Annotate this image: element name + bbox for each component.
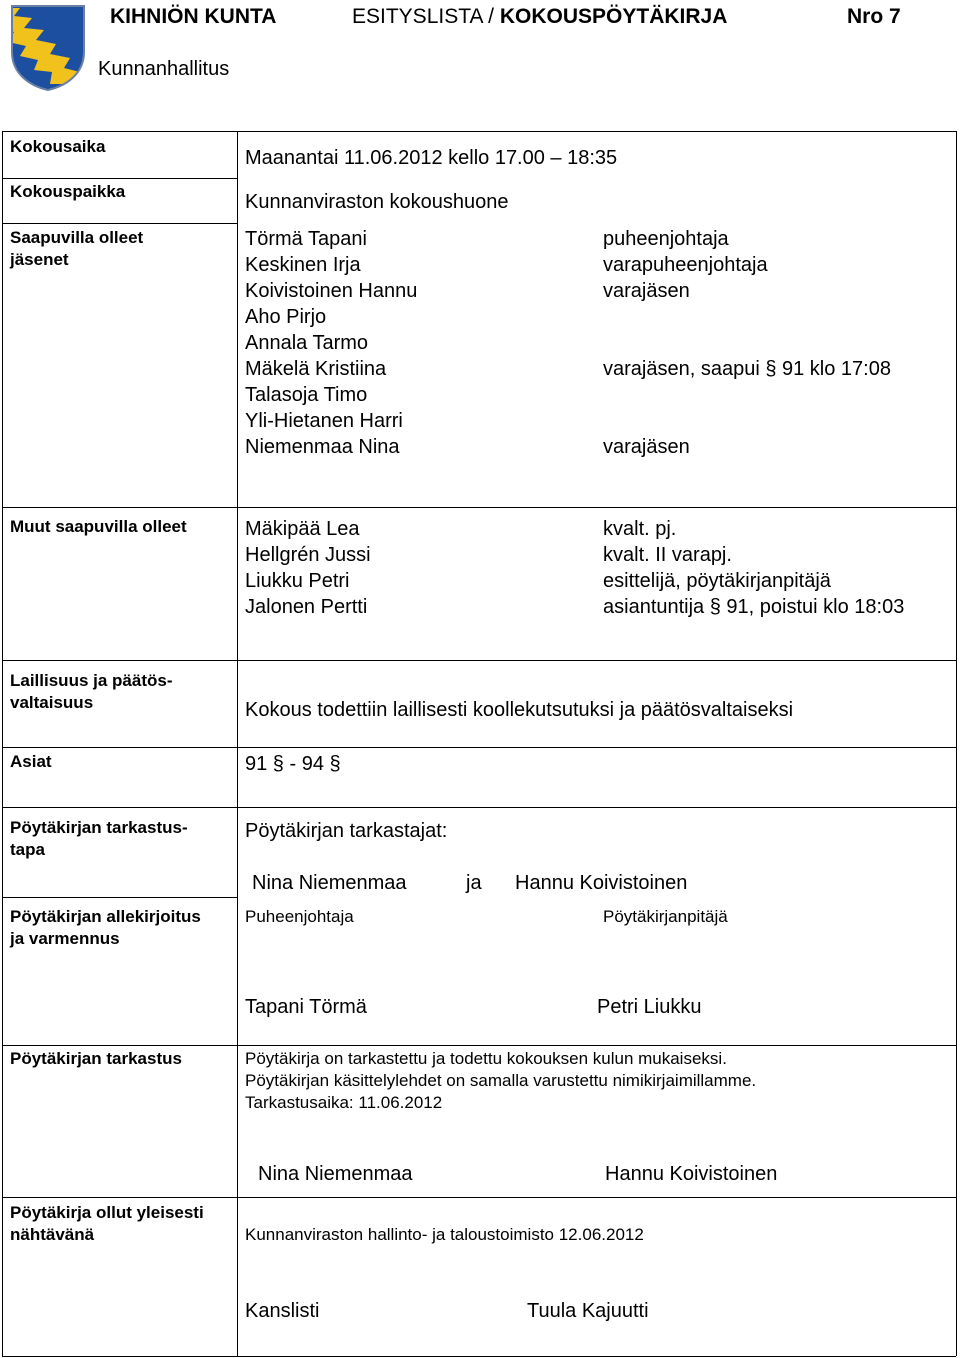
- table-left-border: [2, 131, 3, 1356]
- member-name: Talasoja Timo: [245, 384, 368, 406]
- public-display-label-line: Pöytäkirja ollut yleisesti: [10, 1203, 204, 1222]
- members-names: [245, 226, 417, 460]
- municipal-crest: [10, 4, 86, 97]
- clerk-name: Tuula Kajuutti: [527, 1300, 649, 1322]
- member-role: [603, 304, 891, 330]
- legality-label-line: Laillisuus ja päätös-: [10, 671, 173, 690]
- other-role: kvalt. II varapj.: [603, 544, 732, 566]
- reviewer-conjunction: ja: [466, 872, 482, 894]
- other-name: Jalonen Pertti: [245, 596, 368, 618]
- row-divider: [2, 897, 238, 898]
- review-method-title: Pöytäkirjan tarkastajat:: [245, 820, 448, 842]
- row-divider: [2, 1197, 956, 1198]
- check-text: [245, 1048, 756, 1114]
- member-name: Törmä Tapani: [245, 228, 367, 250]
- row-divider: [2, 507, 956, 508]
- member-role: [603, 408, 891, 434]
- others-names: [245, 516, 371, 620]
- chair-name: Tapani Törmä: [245, 996, 367, 1018]
- signing-label: [10, 906, 201, 950]
- check-label: Pöytäkirjan tarkastus: [10, 1049, 182, 1068]
- member-name: Aho Pirjo: [245, 306, 327, 328]
- others-roles: [603, 516, 904, 620]
- meeting-time-value: Maanantai 11.06.2012 kello 17.00 – 18:35: [245, 147, 618, 169]
- other-name: Liukku Petri: [245, 570, 350, 592]
- member-role: puheenjohtaja: [603, 228, 729, 250]
- review-method-label: [10, 817, 188, 861]
- checker-name: Hannu Koivistoinen: [605, 1163, 778, 1185]
- members-roles: [603, 226, 891, 460]
- check-line: Pöytäkirja on tarkastettu ja todettu kokouksen kulun mukaiseksi.: [245, 1049, 727, 1068]
- member-role: varajäsen: [603, 436, 690, 458]
- table-column-divider: [237, 131, 238, 1356]
- items-label: Asiat: [10, 752, 52, 771]
- secretary-name: Petri Liukku: [597, 996, 702, 1018]
- document-type-main: KOKOUSPÖYTÄKIRJA: [499, 5, 728, 28]
- table-right-border: [956, 131, 957, 1356]
- member-name: Niemenmaa Nina: [245, 436, 400, 458]
- document-type: [352, 5, 727, 29]
- others-label: Muut saapuvilla olleet: [10, 517, 187, 536]
- chair-title: Puheenjohtaja: [245, 907, 354, 926]
- row-divider: [2, 747, 956, 748]
- row-divider: [2, 178, 238, 179]
- member-role: varapuheenjohtaja: [603, 254, 768, 276]
- public-display-value: Kunnanviraston hallinto- ja taloustoimisto 12.06.2012: [245, 1225, 644, 1244]
- public-display-label: [10, 1202, 204, 1246]
- row-divider: [2, 660, 956, 661]
- member-name: Mäkelä Kristiina: [245, 358, 387, 380]
- reviewer-name: Hannu Koivistoinen: [515, 872, 688, 894]
- clerk-title: Kanslisti: [245, 1300, 320, 1322]
- member-name: Yli-Hietanen Harri: [245, 410, 403, 432]
- reviewer-name: Nina Niemenmaa: [252, 872, 407, 894]
- member-role: varajäsen: [603, 280, 690, 302]
- member-role: [603, 382, 891, 408]
- row-divider: [2, 223, 238, 224]
- items-value: 91 § - 94 §: [245, 753, 341, 775]
- governing-body: Kunnanhallitus: [98, 58, 230, 80]
- document-number: Nro 7: [847, 5, 901, 28]
- meeting-time-label: Kokousaika: [10, 137, 106, 156]
- member-name: Keskinen Irja: [245, 254, 361, 276]
- meeting-place-value: Kunnanviraston kokoushuone: [245, 191, 509, 213]
- table-top-border: [2, 131, 956, 132]
- member-name: Annala Tarmo: [245, 332, 369, 354]
- members-label-line: jäsenet: [10, 250, 69, 269]
- meeting-place-label: Kokouspaikka: [10, 182, 126, 201]
- table-bottom-border: [2, 1356, 956, 1357]
- row-divider: [2, 1045, 956, 1046]
- other-role: asiantuntija § 91, poistui klo 18:03: [603, 596, 905, 618]
- secretary-title: Pöytäkirjanpitäjä: [603, 907, 728, 926]
- legality-label: [10, 670, 173, 714]
- document-type-prefix: ESITYSLISTA /: [352, 5, 500, 28]
- legality-label-line: valtaisuus: [10, 693, 94, 712]
- signing-label-line: Pöytäkirjan allekirjoitus: [10, 907, 201, 926]
- members-label: [10, 227, 143, 271]
- review-method-label-line: tapa: [10, 840, 45, 859]
- members-label-line: Saapuvilla olleet: [10, 228, 144, 247]
- member-role: varajäsen, saapui § 91 klo 17:08: [603, 358, 891, 380]
- signing-label-line: ja varmennus: [10, 929, 120, 948]
- other-name: Hellgrén Jussi: [245, 544, 371, 566]
- member-role: [603, 330, 891, 356]
- other-name: Mäkipää Lea: [245, 518, 360, 540]
- check-line: Pöytäkirjan käsittelylehdet on samalla varustettu nimikirjaimillamme.: [245, 1071, 757, 1090]
- public-display-label-line: nähtävänä: [10, 1225, 95, 1244]
- municipality-name: KIHNIÖN KUNTA: [110, 5, 277, 28]
- member-name: Koivistoinen Hannu: [245, 280, 418, 302]
- checker-name: Nina Niemenmaa: [258, 1163, 413, 1185]
- other-role: esittelijä, pöytäkirjanpitäjä: [603, 570, 831, 592]
- other-role: kvalt. pj.: [603, 518, 677, 540]
- check-line: Tarkastusaika: 11.06.2012: [245, 1093, 443, 1112]
- row-divider: [2, 807, 956, 808]
- review-method-label-line: Pöytäkirjan tarkastus-: [10, 818, 188, 837]
- legality-value: Kokous todettiin laillisesti koollekutsutuksi ja päätösvaltaiseksi: [245, 699, 794, 721]
